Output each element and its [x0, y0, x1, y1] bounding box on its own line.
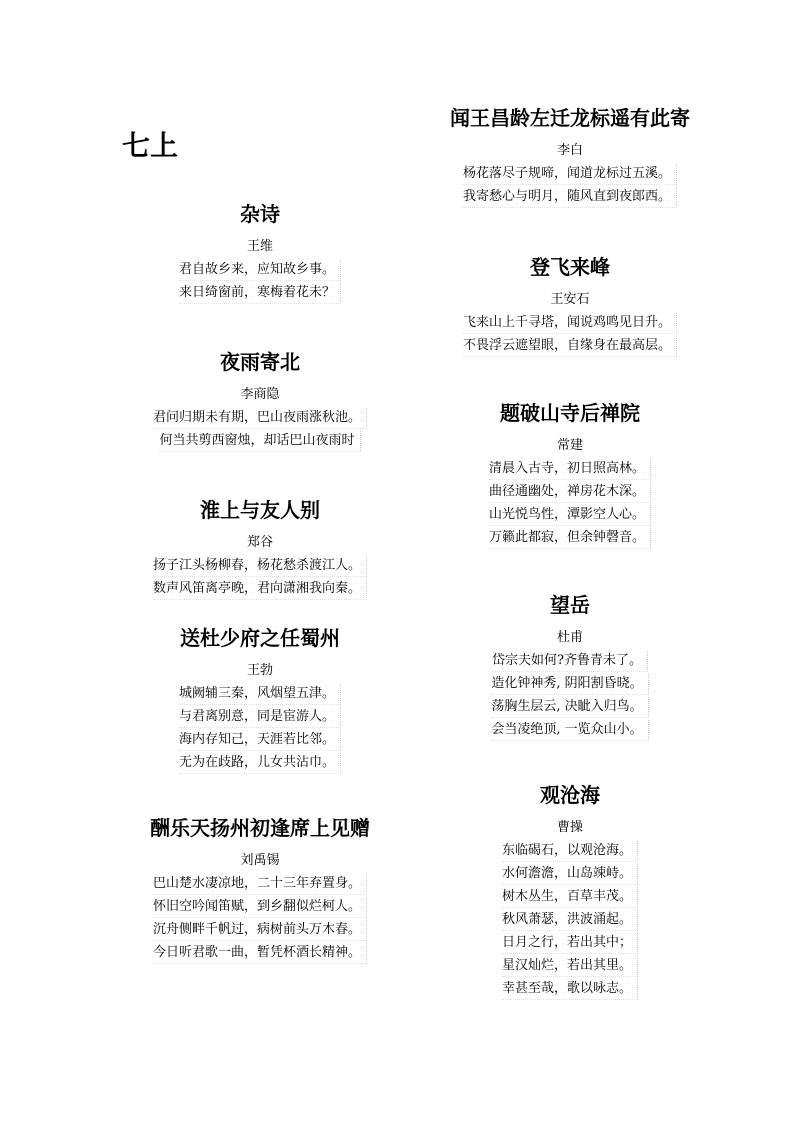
poem-line: 我寄愁心与明月，随风直到夜郎西。 — [463, 187, 677, 208]
poem — [80, 348, 440, 452]
poem-author: 杜甫 — [556, 630, 583, 645]
poem-author: 李商隐 — [240, 387, 280, 402]
poem-title: 望岳 — [550, 593, 590, 617]
poem-lines — [80, 258, 440, 304]
poem-author: 曹操 — [556, 820, 583, 835]
poem-title: 观沧海 — [540, 783, 600, 807]
poem — [80, 496, 440, 600]
poem-line: 杨花落尽子规啼，闻道龙标过五溪。 — [463, 164, 677, 185]
poem-author: 常建 — [556, 438, 583, 453]
poem-author: 郑谷 — [246, 535, 273, 550]
poem-line: 扬子江头杨柳春，杨花愁杀渡江人。 — [153, 556, 367, 577]
poem-title: 杂诗 — [240, 202, 280, 226]
poem-line: 海内存知己，天涯若比邻。 — [179, 730, 341, 751]
poem — [390, 591, 750, 741]
poem-line: 君自故乡来，应知故乡事。 — [179, 260, 341, 281]
poem-line: 今日听君歌一曲，暂凭杯酒长精神。 — [153, 943, 367, 964]
poem-lines — [390, 457, 750, 549]
poem-author: 刘禹锡 — [240, 853, 280, 868]
poem-line: 星汉灿烂，若出其里。 — [502, 956, 638, 977]
poem-line: 何当共剪西窗烛，却话巴山夜雨时 — [159, 431, 360, 452]
poem-line: 水何澹澹，山岛竦峙。 — [502, 864, 638, 885]
poem-line: 无为在歧路，儿女共沾巾。 — [179, 753, 341, 774]
poem-line: 数声风笛离亭晚，君向潇湘我向秦。 — [153, 579, 367, 600]
poem-lines — [80, 682, 440, 774]
poem-line: 岱宗夫如何?齐鲁青未了。 — [492, 651, 648, 672]
poem-line: 东临碣石，以观沧海。 — [502, 841, 638, 862]
poem-title: 题破山寺后禅院 — [500, 401, 640, 425]
poem-line: 曲径通幽处，禅房花木深。 — [489, 482, 651, 503]
poem-line: 巴山楚水凄凉地，二十三年弃置身。 — [153, 874, 367, 895]
poem-lines — [80, 872, 440, 964]
poem-author: 王勃 — [246, 663, 273, 678]
poem-line: 飞来山上千寻塔，闻说鸡鸣见日升。 — [463, 313, 677, 334]
poem-line: 清晨入古寺，初日照高林。 — [489, 459, 651, 480]
poem — [80, 814, 440, 964]
poem — [390, 253, 750, 357]
poem-line: 怀旧空吟闻笛赋，到乡翻似烂柯人。 — [153, 897, 367, 918]
poem-line: 君问归期未有期，巴山夜雨涨秋池。 — [153, 408, 367, 429]
poem-line: 来日绮窗前，寒梅着花未？ — [179, 283, 341, 304]
poem-author: 王维 — [246, 239, 273, 254]
poem — [80, 200, 440, 304]
poem-line: 荡胸生层云, 决眦入归鸟。 — [491, 697, 648, 718]
poem-line: 造化钟神秀, 阴阳割昏晓。 — [491, 674, 648, 695]
poem-line: 幸甚至哉，歌以咏志。 — [502, 979, 638, 1000]
poem-lines — [390, 311, 750, 357]
poem — [390, 399, 750, 549]
poem-title: 淮上与友人别 — [200, 498, 320, 522]
poem-title: 闻王昌龄左迁龙标遥有此寄 — [450, 106, 690, 130]
section-title: 七上 — [122, 129, 179, 162]
poem-title: 送杜少府之任蜀州 — [180, 626, 340, 650]
poem-line: 城阙辅三秦，风烟望五津。 — [179, 684, 341, 705]
poem-lines — [390, 162, 750, 208]
poem-line: 会当凌绝顶, 一览众山小。 — [491, 720, 648, 741]
poem-line: 万籁此都寂，但余钟磬音。 — [489, 528, 651, 549]
poem-title: 登飞来峰 — [530, 255, 610, 279]
poem — [80, 624, 440, 774]
poem-lines — [80, 554, 440, 600]
poem-title: 夜雨寄北 — [220, 350, 300, 374]
poem-author: 李白 — [556, 143, 583, 158]
poem-line: 树木丛生，百草丰茂。 — [502, 887, 638, 908]
poem — [390, 781, 750, 1000]
poem-line: 日月之行，若出其中； — [502, 933, 638, 954]
poem-line: 秋风萧瑟，洪波涌起。 — [502, 910, 638, 931]
poem-line: 沉舟侧畔千帆过，病树前头万木春。 — [153, 920, 367, 941]
poem-title: 酬乐天扬州初逢席上见赠 — [150, 816, 370, 840]
poem-line: 不畏浮云遮望眼，自缘身在最高层。 — [463, 336, 677, 357]
poem-lines — [390, 649, 750, 741]
poem-line: 山光悦鸟性，潭影空人心。 — [489, 505, 651, 526]
poem-lines — [390, 839, 750, 1000]
poem — [390, 104, 750, 208]
poem-author: 王安石 — [550, 292, 590, 307]
poem-lines — [80, 406, 440, 452]
poem-line: 与君离别意，同是宦游人。 — [179, 707, 341, 728]
